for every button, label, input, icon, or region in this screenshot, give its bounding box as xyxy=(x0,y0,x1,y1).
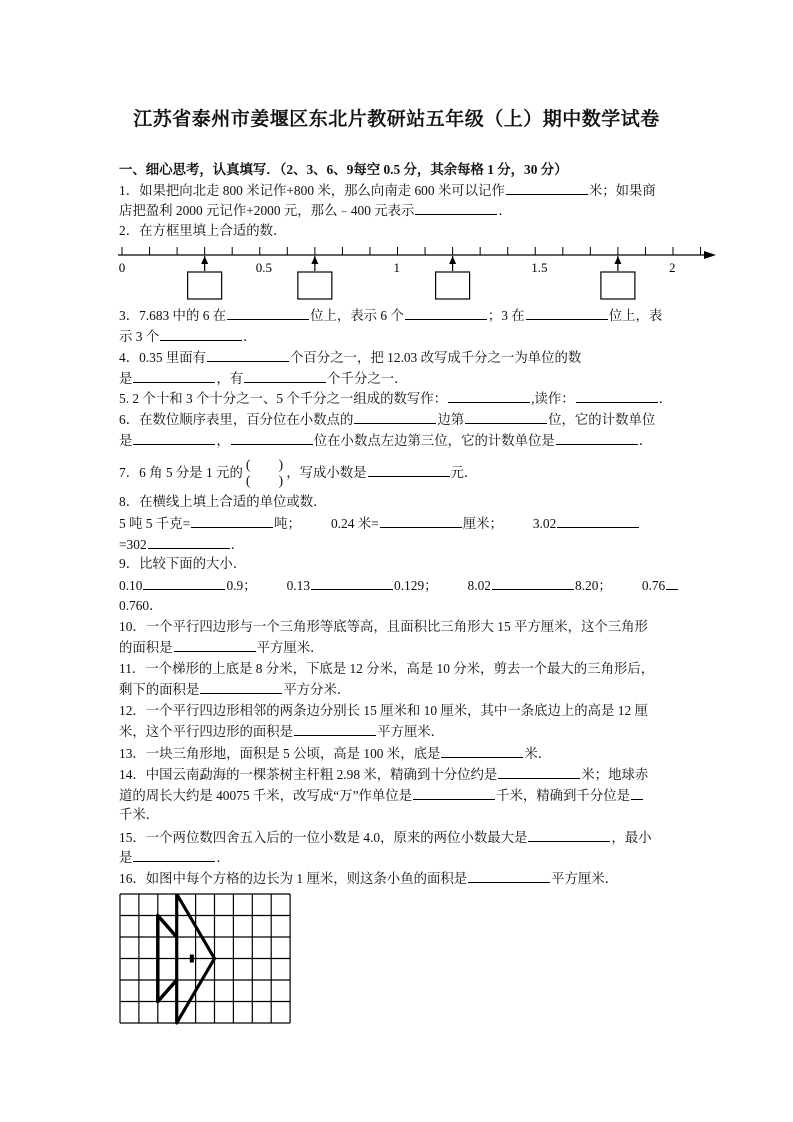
question-text: 厘米； xyxy=(462,516,503,531)
question-text: 6．在数位顺序表里，百分位在小数点的 xyxy=(119,412,354,427)
question-line xyxy=(119,410,655,429)
answer-blank[interactable] xyxy=(143,576,225,590)
answer-box xyxy=(298,272,332,299)
question-text: 7．6 角 5 分是 1 元的 xyxy=(119,465,243,481)
question-line xyxy=(119,514,640,533)
fraction-numerator: ( ) xyxy=(245,458,284,473)
question-text: ． xyxy=(230,537,245,552)
question-text: ． xyxy=(498,203,512,218)
answer-blank[interactable] xyxy=(148,535,230,549)
question-text: 3.02 xyxy=(532,516,557,531)
question-text: 15．一个两位数四舍五入后的一位小数是 4.0，原来的两位小数最大是 xyxy=(119,830,528,845)
question-text: 是 xyxy=(119,433,133,448)
question-line xyxy=(119,806,159,824)
answer-blank[interactable] xyxy=(506,181,588,195)
answer-blank[interactable] xyxy=(133,369,215,383)
question-line xyxy=(119,327,257,346)
question-text: 边第 xyxy=(437,412,465,427)
answer-blank[interactable] xyxy=(160,327,242,341)
answer-blank[interactable] xyxy=(465,410,547,424)
question-line xyxy=(119,722,444,741)
question-text: ． xyxy=(243,329,257,344)
answer-blank[interactable] xyxy=(174,638,256,652)
question-line xyxy=(119,828,652,847)
question-text: 米． xyxy=(524,746,552,761)
answer-blank[interactable] xyxy=(368,463,450,477)
answer-blank[interactable] xyxy=(631,786,643,800)
question-text: 的面积是 xyxy=(119,640,173,655)
question-line xyxy=(119,535,244,554)
question-text: 位上，表 xyxy=(608,308,663,323)
answer-blank[interactable] xyxy=(666,576,678,590)
pointer-arrowhead xyxy=(449,256,456,264)
answer-blank[interactable] xyxy=(311,576,393,590)
question-text: 店把盈利 2000 元记作+2000 元，那么﹣400 元表示 xyxy=(119,203,415,218)
answer-blank[interactable] xyxy=(415,201,497,215)
question-text: ． xyxy=(658,391,672,406)
question-text: 是 xyxy=(119,850,133,865)
question-text: ,读作： xyxy=(531,391,575,406)
question-line xyxy=(119,458,477,490)
question-line xyxy=(119,597,163,615)
question-line xyxy=(119,786,644,805)
answer-blank[interactable] xyxy=(441,744,523,758)
axis-arrowhead xyxy=(704,251,716,259)
answer-blank[interactable] xyxy=(413,786,495,800)
question-line xyxy=(119,493,327,511)
question-text: 13．一块三角形地，面积是 5 公顷，高是 100 米，底是 xyxy=(119,746,441,761)
tick-label: 1 xyxy=(393,260,400,275)
question-text: 米；如果商 xyxy=(588,183,656,198)
answer-blank[interactable] xyxy=(133,431,215,445)
question-text: 个百分之一，把 12.03 改写成千分之一为单位的数 xyxy=(290,350,582,365)
question-text: 个千分之一． xyxy=(327,371,408,386)
question-text: ． xyxy=(216,850,230,865)
answer-box xyxy=(601,272,635,299)
question-text: 9．比较下面的大小． xyxy=(119,556,247,571)
answer-box xyxy=(188,272,222,299)
tick-label: 2 xyxy=(669,260,676,275)
question-text: 是 xyxy=(119,371,133,386)
question-line xyxy=(119,848,230,867)
question-line xyxy=(119,618,648,636)
question-text: ，最小 xyxy=(611,830,652,845)
question-text: 3．7.683 中的 6 在 xyxy=(119,308,227,323)
answer-box xyxy=(436,272,470,299)
pointer-arrowhead xyxy=(201,256,208,264)
fraction-blank[interactable] xyxy=(246,458,283,490)
question-text: 平方厘米． xyxy=(551,871,619,886)
tick-label: 0 xyxy=(118,260,126,275)
question-line xyxy=(119,660,654,678)
question-text: 0.13 xyxy=(286,578,311,593)
question-text: 平方厘米． xyxy=(256,640,324,655)
question-text: 8.20； xyxy=(574,578,612,593)
question-text: =302 xyxy=(119,537,147,552)
answer-blank[interactable] xyxy=(576,389,658,403)
question-text: 平方分米． xyxy=(283,682,351,697)
question-line xyxy=(119,702,648,720)
question-text: ；3 在 xyxy=(487,308,525,323)
number-line xyxy=(0,240,793,310)
pointer-arrowhead xyxy=(614,256,621,264)
question-text: 0.129； xyxy=(394,578,438,593)
fish-eye xyxy=(190,955,194,963)
question-text: 1．如果把向北走 800 米记作+800 米，那么向南走 600 米可以记作 xyxy=(119,183,505,198)
question-line xyxy=(119,348,581,367)
answer-blank[interactable] xyxy=(133,848,215,862)
question-text: 0.24 米= xyxy=(330,516,379,531)
answer-blank[interactable] xyxy=(244,369,326,383)
question-text: 位上，表示 6 个 xyxy=(310,308,404,323)
question-line xyxy=(119,680,350,699)
answer-blank[interactable] xyxy=(191,514,273,528)
answer-blank[interactable] xyxy=(557,514,639,528)
section-heading: 一、细心思考，认真填写．（2、3、6、9每空 0.5 分，其余每格 1 分，30 分） xyxy=(119,162,568,177)
answer-blank[interactable] xyxy=(207,348,289,362)
pointer-arrowhead xyxy=(311,256,318,264)
fish-grid-figure xyxy=(115,890,315,1030)
question-text: 4．0.35 里面有 xyxy=(119,350,207,365)
question-line xyxy=(119,576,679,595)
question-text: 米；地球赤 xyxy=(581,767,649,782)
answer-blank[interactable] xyxy=(354,410,436,424)
tick-label: 1.5 xyxy=(531,260,548,275)
question-text: 0.9； xyxy=(226,578,257,593)
question-text: ，写成小数是 xyxy=(286,465,367,481)
question-line xyxy=(119,638,324,657)
question-text: 米，这个平行四边形的面积是 xyxy=(119,724,294,739)
page-title: 江苏省泰州市姜堰区东北片教研站五年级（上）期中数学试卷 xyxy=(133,109,660,130)
question-line xyxy=(119,181,656,200)
answer-blank[interactable] xyxy=(294,722,376,736)
question-text: 8.02 xyxy=(467,578,491,593)
question-line xyxy=(119,431,652,450)
answer-blank[interactable] xyxy=(556,431,638,445)
answer-blank[interactable] xyxy=(448,389,530,403)
fraction-denominator: ( ) xyxy=(245,474,284,489)
answer-blank[interactable] xyxy=(492,576,574,590)
question-text: 12．一个平行四边形相邻的两条边分别长 15 厘米和 10 厘米，其中一条底边上的高是 12 厘 xyxy=(119,703,648,718)
question-line xyxy=(119,555,246,573)
question-text: 14．中国云南勐海的一棵茶树主杆粗 2.98 米，精确到十分位约是 xyxy=(119,767,498,782)
question-line xyxy=(119,201,512,220)
question-line xyxy=(119,389,672,408)
question-text: 10．一个平行四边形与一个三角形等底等高，且面积比三角形大 15 平方厘米，这个三角形 xyxy=(119,619,648,634)
question-text: 平方厘米． xyxy=(377,724,445,739)
answer-blank[interactable] xyxy=(200,680,282,694)
question-text: 道的周长大约是 40075 千米，改写成“万”作单位是 xyxy=(119,788,413,803)
question-text: 8．在横线上填上合适的单位或数． xyxy=(119,494,327,509)
question-text: ，有 xyxy=(216,371,244,386)
answer-blank[interactable] xyxy=(380,514,462,528)
question-text: 5. 2 个十和 3 个十分之一、5 个千分之一组成的数写作： xyxy=(119,391,448,406)
question-line xyxy=(119,869,618,888)
question-text: 剩下的面积是 xyxy=(119,682,200,697)
question-text: 0.76 xyxy=(641,578,666,593)
question-text: 5 吨 5 千克= xyxy=(119,516,191,531)
question-text: 千米． xyxy=(119,807,160,822)
question-text: 位在小数点左边第三位，它的计数单位是 xyxy=(313,433,555,448)
answer-blank[interactable] xyxy=(528,828,610,842)
question-line xyxy=(119,222,286,240)
question-text: 元． xyxy=(450,465,478,481)
question-text: 吨； xyxy=(274,516,301,531)
question-text: 11．一个梯形的上底是 8 分米，下底是 12 分米，高是 10 分米，剪去一个最大的三角形后， xyxy=(119,661,655,676)
answer-blank[interactable] xyxy=(498,765,580,779)
question-line xyxy=(119,369,408,388)
question-text: ． xyxy=(638,433,653,448)
answer-blank[interactable] xyxy=(468,869,550,883)
question-line xyxy=(119,765,648,784)
answer-blank[interactable] xyxy=(231,431,313,445)
question-text: 位，它的计数单位 xyxy=(548,412,656,427)
question-text: 0.10 xyxy=(119,578,143,593)
question-text: 16．如图中每个方格的边长为 1 厘米，则这条小鱼的面积是 xyxy=(119,871,468,886)
question-text: 千米，精确到千分位是 xyxy=(496,788,630,803)
question-line xyxy=(119,744,551,763)
tick-label: 0.5 xyxy=(255,260,272,275)
question-text: 2．在方框里填上合适的数． xyxy=(119,223,287,238)
question-text: 0.760． xyxy=(119,598,163,613)
question-text: ， xyxy=(216,433,230,448)
question-text: 示 3 个 xyxy=(119,329,160,344)
